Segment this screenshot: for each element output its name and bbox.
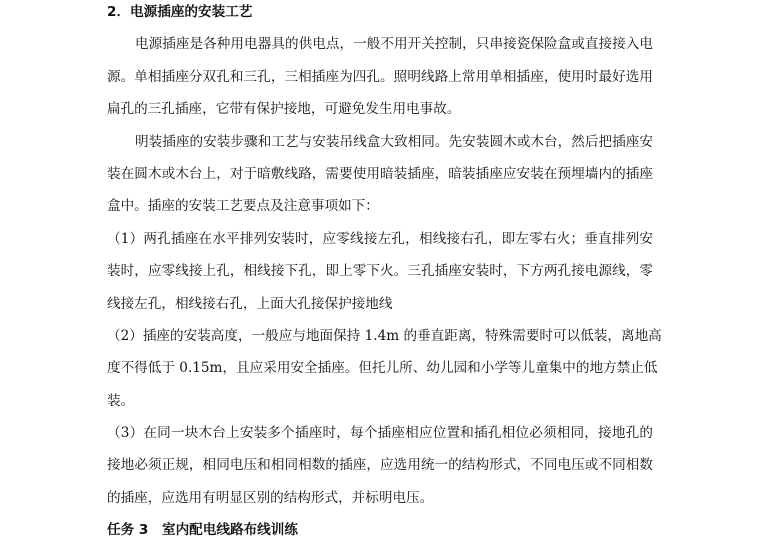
- paragraph-intro: [107, 28, 653, 125]
- list-item-2: [107, 320, 662, 417]
- text-line: 装时，应零线接上孔，相线接下孔，即上零下火。三孔插座安装时，下方两孔接电源线，零: [107, 263, 653, 280]
- text-line: （2）插座的安装高度，一般应与地面保持 1.4m 的垂直距离，特殊需要时可以低装，离地高: [107, 327, 662, 344]
- text-line: （3）在同一块木台上安装多个插座时，每个插座相应位置和插孔相位必须相同，接地孔的: [107, 425, 653, 442]
- list-item-3: [107, 417, 653, 514]
- text-line: 度不得低于 0.15m，且应采用安全插座。但托儿所、幼儿园和小学等儿童集中的地方禁止低: [107, 360, 658, 377]
- text-line: 线接左孔，相线接右孔，上面大孔接保护接地线: [107, 295, 393, 312]
- text-line: 装。: [107, 392, 135, 409]
- paragraph-surface-mount: [107, 126, 653, 223]
- text-line: 的插座，应选用有明显区别的结构形式，并标明电压。: [107, 489, 434, 506]
- text-line: （1）两孔插座在水平排列安装时，应零线接左孔，相线接右孔，即左零右火；垂直排列安: [107, 230, 653, 247]
- text-line: 扁孔的三孔插座，它带有保护接地，可避免发生用电事故。: [107, 101, 461, 118]
- text-line: 电源插座是各种用电器具的供电点，一般不用开关控制，只串接瓷保险盒或直接接入电: [135, 36, 653, 53]
- document-page: [107, 0, 662, 547]
- list-item-1: [107, 223, 653, 320]
- text-line: 装在圆木或木台上，对于暗敷线路，需要使用暗装插座，暗装插座应安装在预埋墙内的插座: [107, 165, 653, 182]
- text-line: 源。单相插座分双孔和三孔，三相插座为四孔。照明线路上常用单相插座，使用时最好选用: [107, 68, 653, 85]
- task-heading: 任务 3 室内配电线路布线训练: [107, 522, 298, 539]
- text-line: 盒中。插座的安装工艺要点及注意事项如下：: [107, 198, 379, 215]
- section-heading: 2．电源插座的安装工艺: [107, 4, 253, 20]
- text-line: 明装插座的安装步骤和工艺与安装吊线盒大致相同。先安装圆木或木台，然后把插座安: [135, 133, 653, 150]
- text-line: 接地必须正规，相同电压和相同相数的插座，应选用统一的结构形式，不同电压或不同相数: [107, 457, 653, 474]
